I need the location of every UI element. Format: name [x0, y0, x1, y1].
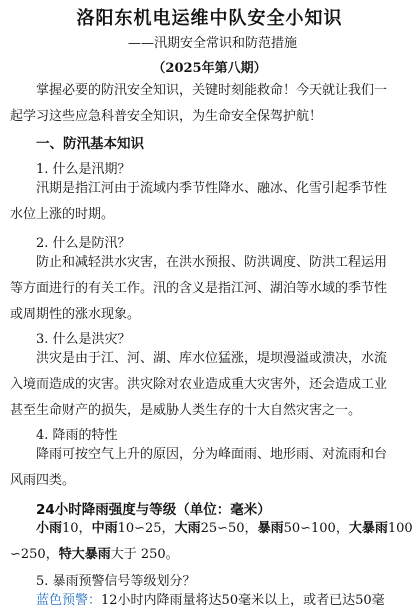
document-subtitle: ——汛期安全常识和防范措施 [128, 36, 298, 51]
rain-grades-line-1 [36, 516, 413, 542]
answer-2-line-2: 等方面进行的有关工作。汛的含义是指江河、湖泊等水域的季节性 [10, 281, 388, 296]
answer-4-line-2: 风雨四类。 [10, 473, 76, 488]
answer-3-line-1: 洪灾是由于江、河、湖、库水位猛涨，堤坝漫溢或溃决，水流 [36, 351, 388, 366]
answer-3-line-3: 甚至生命财产的损失，是威胁人类生存的十大自然灾害之一。 [10, 403, 362, 418]
grade-rainstorm: 暴雨 [257, 521, 284, 536]
answer-2-line-3: 或周期性的涨水现象。 [10, 307, 141, 322]
blue-warning-line [36, 588, 385, 614]
answer-4-line-1: 降雨可按空气上升的原因，分为峰面雨、地形雨、对流雨和台 [36, 447, 388, 462]
answer-2-line-1: 防止和减轻洪水灾害，在洪水预报、防洪调度、防洪工程运用 [36, 255, 388, 270]
question-2: 2. 什么是防汛？ [36, 236, 131, 251]
question-4: 4. 降雨的特性 [36, 428, 118, 443]
grade-rainstorm-value: 50∽100， [283, 521, 349, 536]
document-title: 洛阳东机电运维中队安全小知识 [76, 8, 343, 29]
answer-1-line-2: 水位上涨的时期。 [10, 207, 115, 222]
grade-heavy-rainstorm-value: 100 [387, 521, 413, 536]
grade-extreme-rainstorm: 特大暴雨 [58, 547, 111, 562]
grade-heavy-rainstorm-value-cont: ∽250， [10, 547, 59, 562]
grade-heavy-rainstorm: 大暴雨 [348, 521, 388, 536]
grade-heavy-rain: 大雨 [174, 521, 201, 536]
intro-line-1: 掌握必要的防汛安全知识，关键时刻能救命！今天就让我们一 [36, 83, 388, 98]
grade-light-rain: 小雨 [36, 521, 63, 536]
question-5: 5. 暴雨预警信号等级划分？ [36, 574, 196, 589]
issue-number: （2025年第八期） [152, 61, 267, 76]
grade-heavy-value: 25∽50， [200, 521, 258, 536]
question-3: 3. 什么是洪灾？ [36, 332, 131, 347]
blue-warning-label: 蓝色预警： [36, 593, 102, 608]
answer-1-line-1: 汛期是指江河由于流域内季节性降水、融冰、化雪引起季节性 [36, 181, 388, 196]
intro-line-2: 起学习这些应急科普安全知识，为生命安全保驾护航！ [10, 109, 323, 124]
grade-light-value: 10， [62, 521, 92, 536]
grade-moderate-rain: 中雨 [91, 521, 118, 536]
grade-extreme-value: 大于 250。 [110, 547, 179, 562]
section-heading-basics: 一、防汛基本知识 [36, 136, 144, 152]
rain-grades-line-2 [10, 542, 179, 568]
blue-warning-text: 12小时内降雨量将达50毫米以上，或者已达50毫 [101, 593, 385, 608]
question-1: 1. 什么是汛期？ [36, 162, 131, 177]
grade-moderate-value: 10∽25， [117, 521, 175, 536]
answer-3-line-2: 入境而造成的灾害。洪灾除对农业造成重大灾害外，还会造成工业 [10, 377, 388, 392]
section-heading-rain-intensity: 24小时降雨强度与等级（单位：毫米） [36, 502, 271, 518]
